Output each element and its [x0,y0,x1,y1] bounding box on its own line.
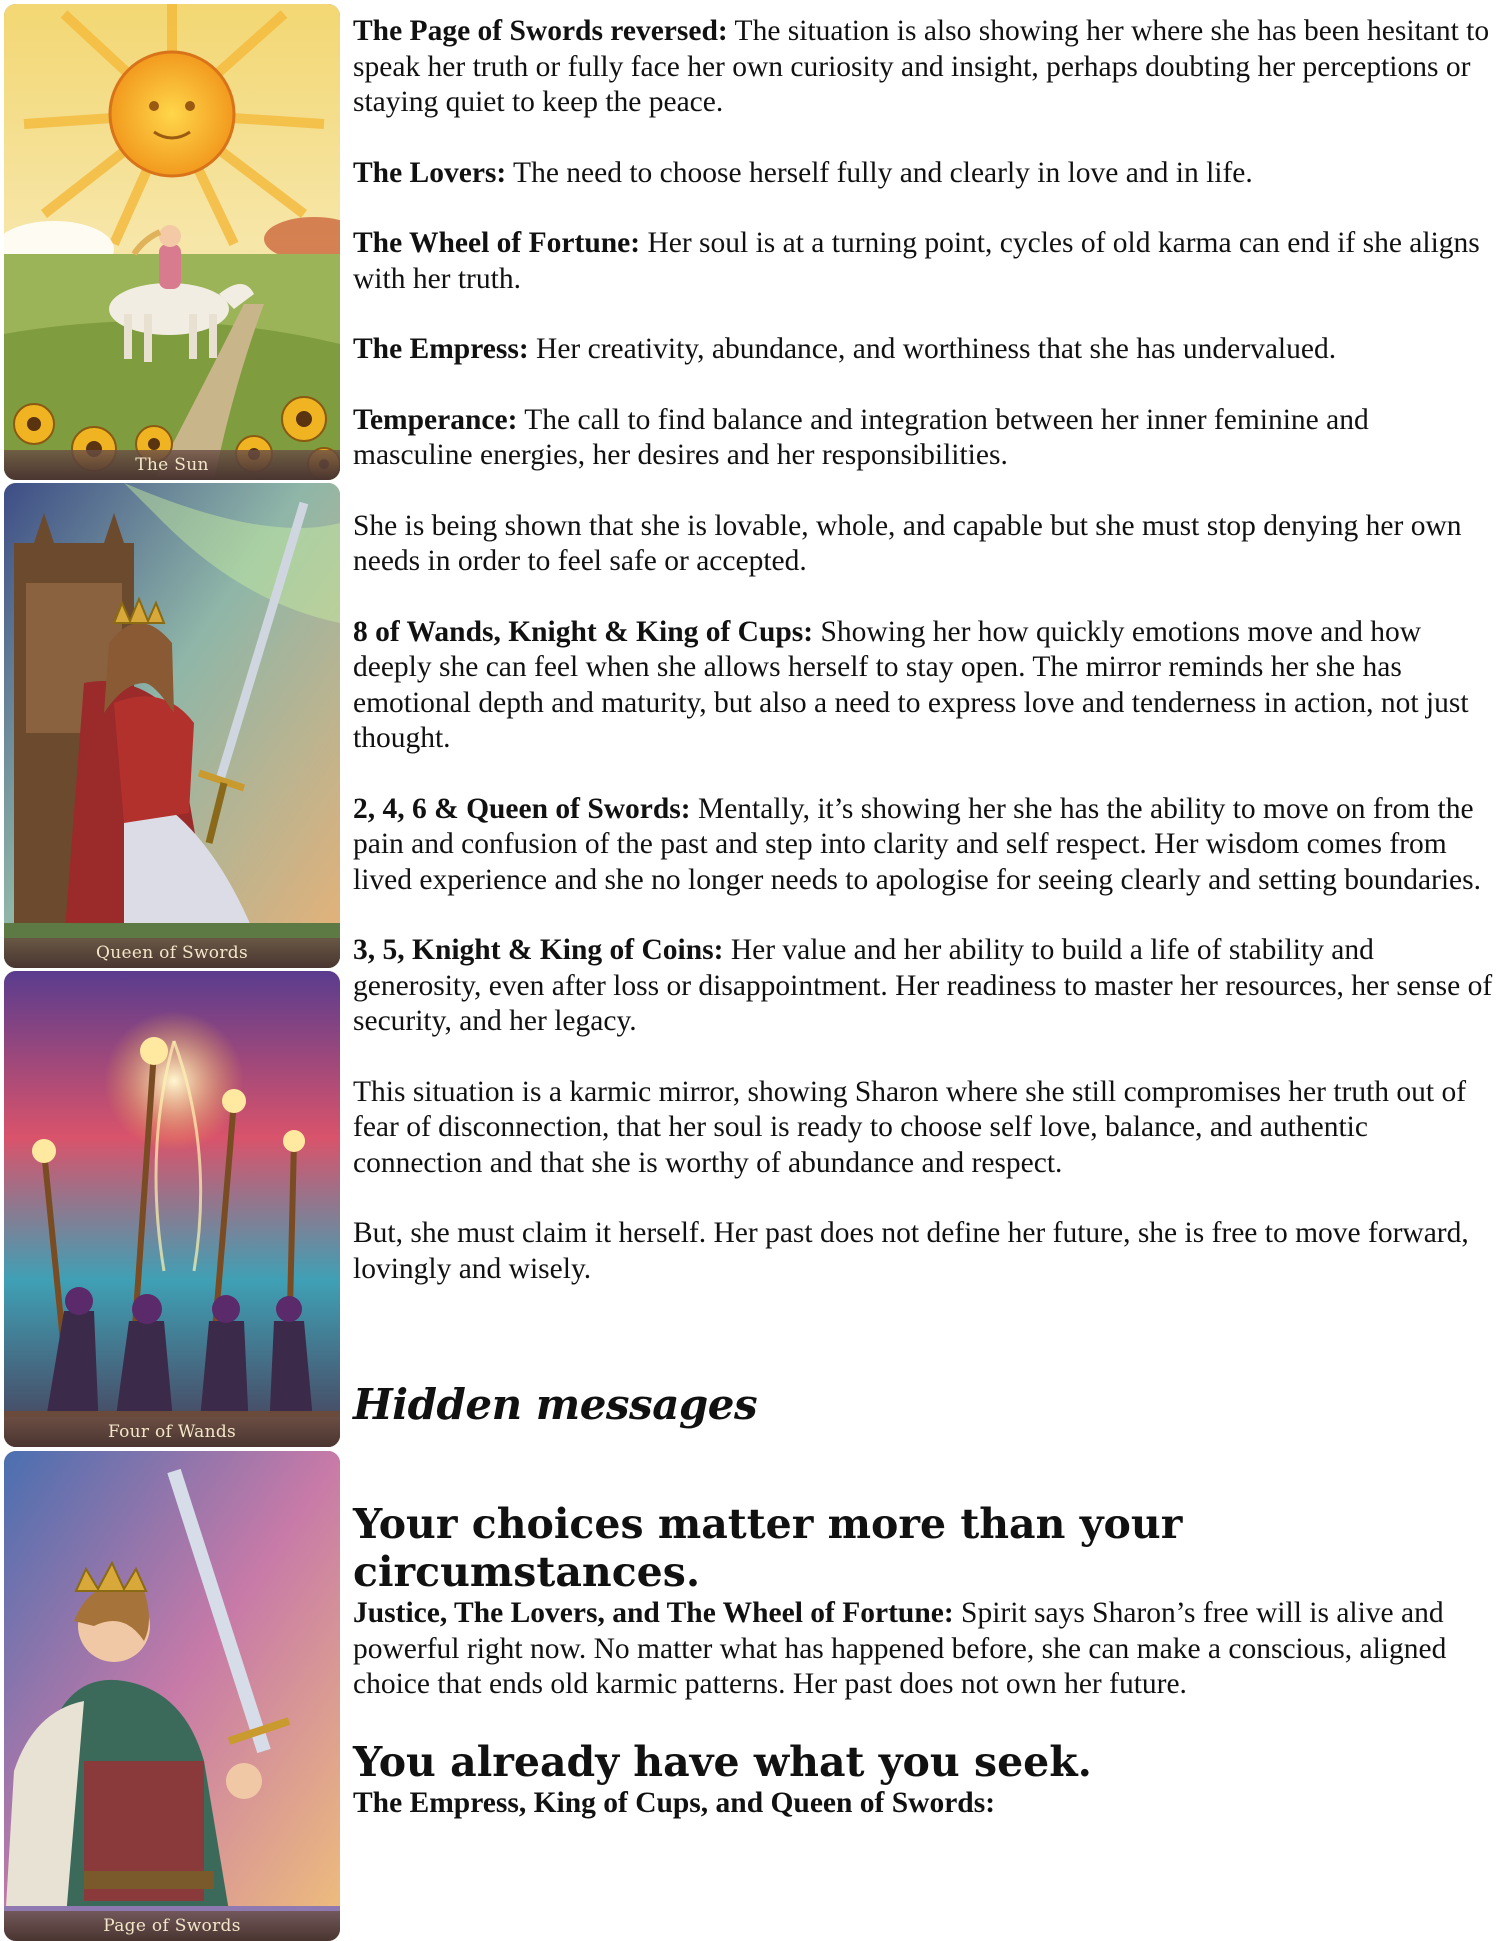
message-paragraph-choices [353,1596,1493,1703]
section-spacer [353,1322,1493,1380]
tarot-card-column [0,0,346,1941]
card-label-queen-of-swords: Queen of Swords [4,938,340,968]
message-title-choices: Your choices matter more than your circumstances. [353,1500,1183,1596]
paragraph-body: Showing her how quickly emotions move and how deeply she can feel when she allows herself to stay open. The mirror reminds her she has emotional depth and maturity, but also a need to express love and tenderness in action, not just thought. [353,615,1469,754]
card-label-page-of-swords: Page of Swords [4,1911,340,1941]
paragraph-lead: The Empress, King of Cups, and Queen of Swords: [353,1786,996,1819]
tarot-card-four-of-wands [4,971,340,1447]
page-card-illustration [4,1451,340,1941]
paragraph-body: But, she must claim it herself. Her past does not define her future, she is free to move forward, lovingly and wisely. [353,1217,1469,1285]
paragraph-lead: Justice, The Lovers, and The Wheel of Fortune: [353,1597,954,1629]
tarot-card-the-sun [4,4,340,480]
paragraph-lead: 8 of Wands, Knight & King of Cups: [353,615,814,648]
paragraph-lead: The Wheel of Fortune: [353,227,641,259]
paragraph-body: Her soul is at a turning point, cycles of old karma can end if she aligns with her truth. [353,227,1480,295]
paragraph-claim-it [353,1216,1493,1287]
card-label-the-sun: The Sun [4,450,340,480]
paragraph-body: The call to find balance and integration between her inner feminine and masculine energies, her desires and her responsibilities. [353,403,1369,471]
sun-card-illustration [4,4,340,480]
paragraph-lead: The Empress: [353,333,529,365]
paragraph-the-empress [353,332,1493,368]
paragraph-lead: 3, 5, Knight & King of Coins: [353,934,724,966]
paragraph-lead: Temperance: [353,403,518,436]
paragraph-body: This situation is a karmic mirror, showing Sharon where she still compromises her truth out of fear of disconnection, that her soul is ready to choose self love, balance, and authentic connection and that she is worthy of abundance and respect. [353,1075,1467,1179]
wands-card-illustration [4,971,340,1447]
paragraph-lovable-whole [353,509,1493,580]
paragraph-wheel-of-fortune [353,226,1493,297]
tarot-card-page-of-swords [4,1451,340,1941]
paragraph-body: The situation is also showing her where she has been hesitant to speak her truth or fully face her own curiosity and insight, perhaps doubting her perceptions or staying quiet to keep the peace. [353,15,1490,118]
paragraph-body: She is being shown that she is lovable, whole, and capable but she must stop denying her own needs in order to feel safe or accepted. [353,509,1462,577]
paragraph-body: The need to choose herself fully and clearly in love and in life. [506,156,1253,189]
queen-card-illustration [4,483,340,968]
paragraph-swords [353,792,1493,899]
hidden-messages-heading: Hidden messages [353,1380,758,1429]
paragraph-body: Spirit says Sharon’s free will is alive and powerful right now. No matter what has happened before, she can make a conscious, aligned choice that ends old karmic patterns. Her past does not own her future. [353,1597,1447,1700]
paragraph-temperance [353,403,1493,474]
paragraph-wands-cups [353,615,1493,757]
message-title-already-have: You already have what you seek. [353,1737,1092,1786]
card-label-four-of-wands: Four of Wands [4,1417,340,1447]
paragraph-coins [353,933,1493,1040]
paragraph-body: Her creativity, abundance, and worthiness that she has undervalued. [528,333,1337,365]
paragraph-lead: 2, 4, 6 & Queen of Swords: [353,792,691,825]
reading-text [353,14,1493,1856]
message-paragraph-already-have [353,1786,1493,1822]
paragraph-karmic-mirror [353,1075,1493,1182]
paragraph-the-lovers [353,156,1493,192]
paragraph-body: Mentally, it’s showing her she has the ability to move on from the pain and confusion of the past and step into clarity and self respect. Her wisdom comes from lived experience and she no longer needs to apologise for seeing clearly and setting boundaries. [353,792,1482,896]
paragraph-body: Her value and her ability to build a life of stability and generosity, even after loss or disappointment. Her readiness to master her resources, her sense of security, and her legacy. [353,934,1493,1037]
paragraph-page-of-swords-reversed [353,14,1493,121]
tarot-card-queen-of-swords [4,483,340,968]
paragraph-lead: The Lovers: [353,156,507,189]
paragraph-lead: The Page of Swords reversed: [353,15,728,47]
